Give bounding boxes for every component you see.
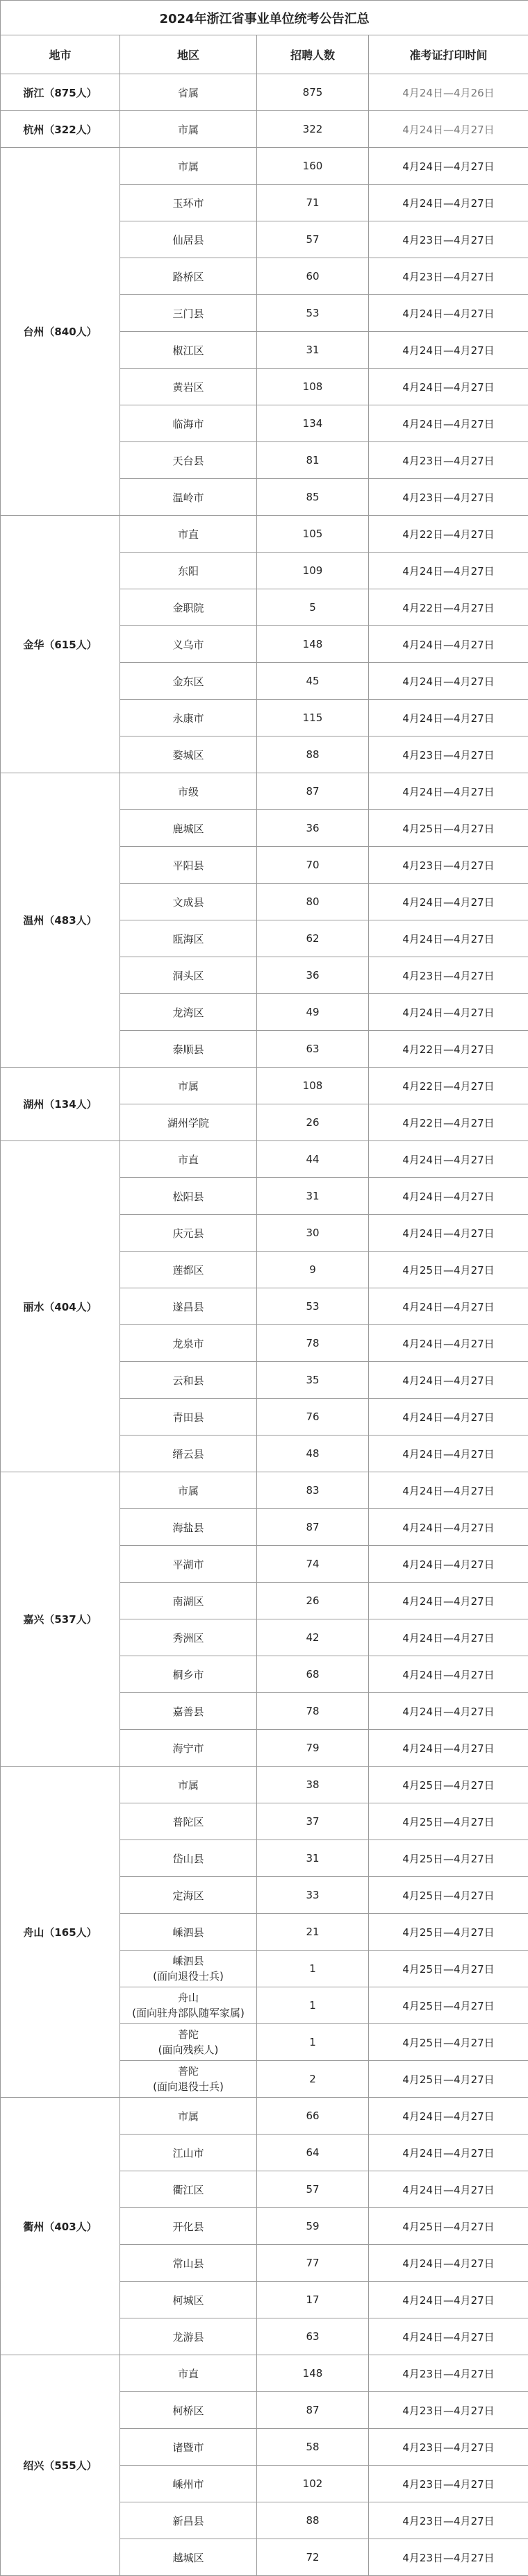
print-time-cell: 4月24日—4月27日: [369, 2098, 528, 2135]
print-time-cell: 4月25日—4月27日: [369, 1840, 528, 1877]
area-cell: 市属: [120, 1068, 257, 1104]
area-cell: 瓯海区: [120, 920, 257, 957]
area-cell: 路桥区: [120, 258, 257, 295]
count-cell: 57: [257, 221, 369, 258]
print-time-cell: 4月24日—4月27日: [369, 884, 528, 920]
count-cell: 57: [257, 2171, 369, 2208]
area-cell: 江山市: [120, 2135, 257, 2171]
header-count: 招聘人数: [257, 35, 369, 74]
count-cell: 42: [257, 1619, 369, 1656]
area-cell: 青田县: [120, 1399, 257, 1436]
print-time-cell: 4月24日—4月27日: [369, 295, 528, 332]
print-time-cell: 4月24日—4月27日: [369, 1546, 528, 1583]
count-cell: 79: [257, 1730, 369, 1767]
count-cell: 76: [257, 1399, 369, 1436]
area-cell: 龙游县: [120, 2318, 257, 2355]
print-time-cell: 4月24日—4月27日: [369, 1325, 528, 1362]
print-time-cell: 4月24日—4月27日: [369, 994, 528, 1031]
area-cell: 市直: [120, 516, 257, 553]
table-row: [1, 148, 528, 185]
count-cell: 37: [257, 1803, 369, 1840]
count-cell: 160: [257, 148, 369, 185]
area-cell: 市直: [120, 1141, 257, 1178]
print-time-cell: 4月23日—4月27日: [369, 2355, 528, 2392]
count-cell: 88: [257, 2502, 369, 2539]
print-time-cell: 4月24日—4月27日: [369, 2282, 528, 2318]
print-time-cell: 4月24日—4月27日: [369, 1399, 528, 1436]
header-city: 地市: [1, 35, 120, 74]
area-cell: 龙湾区: [120, 994, 257, 1031]
count-cell: 109: [257, 553, 369, 589]
area-cell: 定海区: [120, 1877, 257, 1914]
count-cell: 53: [257, 295, 369, 332]
area-cell: 市属: [120, 2098, 257, 2135]
table-row: [1, 1767, 528, 1803]
print-time-cell: 4月23日—4月27日: [369, 258, 528, 295]
count-cell: 36: [257, 810, 369, 847]
print-time-cell: 4月24日—4月27日: [369, 1288, 528, 1325]
area-cell: 桐乡市: [120, 1656, 257, 1693]
count-cell: 62: [257, 920, 369, 957]
area-cell: 仙居县: [120, 221, 257, 258]
print-time-cell: 4月25日—4月27日: [369, 1877, 528, 1914]
area-cell: 天台县: [120, 442, 257, 479]
city-cell: 嘉兴（537人）: [1, 1472, 120, 1767]
count-cell: 71: [257, 185, 369, 221]
table-row: [1, 2355, 528, 2392]
print-time-cell: 4月23日—4月27日: [369, 847, 528, 884]
print-time-cell: 4月22日—4月27日: [369, 516, 528, 553]
print-time-cell: 4月25日—4月27日: [369, 1252, 528, 1288]
print-time-cell: 4月23日—4月27日: [369, 442, 528, 479]
print-time-cell: 4月24日—4月27日: [369, 1472, 528, 1509]
print-time-cell: 4月25日—4月27日: [369, 1987, 528, 2024]
area-cell: 平湖市: [120, 1546, 257, 1583]
count-cell: 115: [257, 700, 369, 736]
print-time-cell: 4月22日—4月27日: [369, 589, 528, 626]
count-cell: 70: [257, 847, 369, 884]
area-cell: 市属: [120, 148, 257, 185]
count-cell: 26: [257, 1583, 369, 1619]
area-cell: 衢江区: [120, 2171, 257, 2208]
print-time-cell: 4月23日—4月27日: [369, 221, 528, 258]
area-cell: 文成县: [120, 884, 257, 920]
area-cell: 东阳: [120, 553, 257, 589]
area-cell: 椒江区: [120, 332, 257, 369]
area-cell: 云和县: [120, 1362, 257, 1399]
print-time-cell: 4月22日—4月27日: [369, 1068, 528, 1104]
area-cell: 省属: [120, 74, 257, 111]
city-cell: 台州（840人）: [1, 148, 120, 516]
print-time-cell: 4月23日—4月27日: [369, 957, 528, 994]
print-time-cell: 4月24日—4月27日: [369, 148, 528, 185]
area-cell: 义乌市: [120, 626, 257, 663]
print-time-cell: 4月25日—4月27日: [369, 2024, 528, 2061]
area-cell: 嵊泗县: [120, 1914, 257, 1951]
city-cell: 绍兴（555人）: [1, 2355, 120, 2576]
count-cell: 78: [257, 1325, 369, 1362]
area-name: 普陀: [177, 2065, 199, 2078]
print-time-cell: 4月24日—4月27日: [369, 2245, 528, 2282]
area-name: 嵊泗县: [172, 1955, 204, 1967]
count-cell: 53: [257, 1288, 369, 1325]
print-time-cell: 4月22日—4月27日: [369, 1104, 528, 1141]
area-name: 舟山: [177, 1992, 199, 2004]
city-cell: 舟山（165人）: [1, 1767, 120, 2098]
count-cell: 77: [257, 2245, 369, 2282]
count-cell: 58: [257, 2429, 369, 2466]
area-cell: [120, 2024, 257, 2061]
print-time-cell: 4月25日—4月27日: [369, 2061, 528, 2098]
count-cell: 74: [257, 1546, 369, 1583]
count-cell: 48: [257, 1436, 369, 1472]
area-cell: 松阳县: [120, 1178, 257, 1215]
area-cell: 莲都区: [120, 1252, 257, 1288]
print-time-cell: 4月24日—4月27日: [369, 700, 528, 736]
count-cell: 87: [257, 1509, 369, 1546]
count-cell: 59: [257, 2208, 369, 2245]
count-cell: 38: [257, 1767, 369, 1803]
area-cell: 龙泉市: [120, 1325, 257, 1362]
area-cell: 南湖区: [120, 1583, 257, 1619]
print-time-cell: 4月23日—4月27日: [369, 2466, 528, 2502]
print-time-cell: 4月23日—4月27日: [369, 2429, 528, 2466]
count-cell: 108: [257, 1068, 369, 1104]
area-cell: 金东区: [120, 663, 257, 700]
count-cell: 148: [257, 2355, 369, 2392]
count-cell: 1: [257, 1951, 369, 1987]
count-cell: 1: [257, 1987, 369, 2024]
area-cell: 缙云县: [120, 1436, 257, 1472]
count-cell: 78: [257, 1693, 369, 1730]
area-cell: 遂昌县: [120, 1288, 257, 1325]
table-title: 2024年浙江省事业单位统考公告汇总: [1, 1, 528, 35]
print-time-cell: 4月22日—4月27日: [369, 1031, 528, 1068]
print-time-cell: 4月24日—4月27日: [369, 626, 528, 663]
table-row: [1, 74, 528, 111]
count-cell: 875: [257, 74, 369, 111]
print-time-cell: 4月24日—4月27日: [369, 2171, 528, 2208]
city-cell: 丽水（404人）: [1, 1141, 120, 1472]
count-cell: 148: [257, 626, 369, 663]
count-cell: 30: [257, 1215, 369, 1252]
area-cell: 嵊州市: [120, 2466, 257, 2502]
print-time-cell: 4月23日—4月27日: [369, 2539, 528, 2576]
area-note: (面向退役士兵): [153, 1970, 224, 1982]
area-note: (面向退役士兵): [153, 2080, 224, 2093]
print-time-cell: 4月24日—4月27日: [369, 1436, 528, 1472]
city-cell: 衢州（403人）: [1, 2098, 120, 2355]
count-cell: 60: [257, 258, 369, 295]
count-cell: 31: [257, 1840, 369, 1877]
print-time-cell: 4月24日—4月27日: [369, 773, 528, 810]
area-cell: 越城区: [120, 2539, 257, 2576]
area-cell: 诸暨市: [120, 2429, 257, 2466]
print-time-cell: 4月24日—4月27日: [369, 1215, 528, 1252]
area-cell: 市属: [120, 111, 257, 148]
area-cell: 婺城区: [120, 736, 257, 773]
print-time-cell: 4月24日—4月27日: [369, 1730, 528, 1767]
count-cell: 2: [257, 2061, 369, 2098]
print-time-cell: 4月25日—4月27日: [369, 1951, 528, 1987]
count-cell: 63: [257, 1031, 369, 1068]
print-time-cell: 4月24日—4月27日: [369, 405, 528, 442]
count-cell: 64: [257, 2135, 369, 2171]
table-row: [1, 773, 528, 810]
print-time-cell: 4月24日—4月27日: [369, 1178, 528, 1215]
header-print-time: 准考证打印时间: [369, 35, 528, 74]
print-time-cell: 4月24日—4月26日: [369, 74, 528, 111]
print-time-cell: 4月24日—4月27日: [369, 185, 528, 221]
area-cell: 永康市: [120, 700, 257, 736]
count-cell: 85: [257, 479, 369, 516]
area-cell: [120, 1987, 257, 2024]
area-cell: 海宁市: [120, 1730, 257, 1767]
print-time-cell: 4月23日—4月27日: [369, 2392, 528, 2429]
area-cell: 市属: [120, 1472, 257, 1509]
print-time-cell: 4月23日—4月27日: [369, 736, 528, 773]
print-time-cell: 4月23日—4月27日: [369, 479, 528, 516]
area-cell: 嘉善县: [120, 1693, 257, 1730]
area-cell: 温岭市: [120, 479, 257, 516]
print-time-cell: 4月25日—4月27日: [369, 810, 528, 847]
area-cell: 开化县: [120, 2208, 257, 2245]
table-row: [1, 1068, 528, 1104]
count-cell: 31: [257, 332, 369, 369]
count-cell: 49: [257, 994, 369, 1031]
area-cell: 泰顺县: [120, 1031, 257, 1068]
print-time-cell: 4月24日—4月27日: [369, 920, 528, 957]
count-cell: 102: [257, 2466, 369, 2502]
table-row: [1, 1472, 528, 1509]
print-time-cell: 4月24日—4月27日: [369, 369, 528, 405]
count-cell: 36: [257, 957, 369, 994]
count-cell: 87: [257, 773, 369, 810]
count-cell: 9: [257, 1252, 369, 1288]
print-time-cell: 4月24日—4月27日: [369, 1693, 528, 1730]
print-time-cell: 4月25日—4月27日: [369, 2208, 528, 2245]
area-cell: 秀洲区: [120, 1619, 257, 1656]
print-time-cell: 4月24日—4月27日: [369, 332, 528, 369]
count-cell: 134: [257, 405, 369, 442]
area-cell: 新昌县: [120, 2502, 257, 2539]
area-cell: 市直: [120, 2355, 257, 2392]
area-cell: 临海市: [120, 405, 257, 442]
area-cell: 黄岩区: [120, 369, 257, 405]
count-cell: 322: [257, 111, 369, 148]
city-cell: 金华（615人）: [1, 516, 120, 773]
count-cell: 5: [257, 589, 369, 626]
print-time-cell: 4月24日—4月27日: [369, 1619, 528, 1656]
count-cell: 83: [257, 1472, 369, 1509]
area-cell: 庆元县: [120, 1215, 257, 1252]
city-cell: 温州（483人）: [1, 773, 120, 1068]
area-note: (面向残疾人): [158, 2044, 219, 2056]
count-cell: 17: [257, 2282, 369, 2318]
print-time-cell: 4月24日—4月27日: [369, 1141, 528, 1178]
area-cell: 常山县: [120, 2245, 257, 2282]
area-cell: 柯桥区: [120, 2392, 257, 2429]
area-cell: 市属: [120, 1767, 257, 1803]
print-time-cell: 4月24日—4月27日: [369, 1509, 528, 1546]
header-area: 地区: [120, 35, 257, 74]
print-time-cell: 4月25日—4月27日: [369, 1803, 528, 1840]
area-cell: 平阳县: [120, 847, 257, 884]
count-cell: 66: [257, 2098, 369, 2135]
print-time-cell: 4月24日—4月27日: [369, 1583, 528, 1619]
print-time-cell: 4月24日—4月27日: [369, 663, 528, 700]
count-cell: 81: [257, 442, 369, 479]
area-cell: 市级: [120, 773, 257, 810]
print-time-cell: 4月24日—4月27日: [369, 2135, 528, 2171]
area-cell: 柯城区: [120, 2282, 257, 2318]
city-cell: 浙江（875人）: [1, 74, 120, 111]
count-cell: 31: [257, 1178, 369, 1215]
count-cell: 63: [257, 2318, 369, 2355]
table-row: [1, 111, 528, 148]
city-cell: 湖州（134人）: [1, 1068, 120, 1141]
area-cell: 金职院: [120, 589, 257, 626]
area-note: (面向驻舟部队随军家属): [132, 2007, 245, 2019]
table-row: [1, 2098, 528, 2135]
city-cell: 杭州（322人）: [1, 111, 120, 148]
print-time-cell: 4月24日—4月27日: [369, 111, 528, 148]
print-time-cell: 4月25日—4月27日: [369, 1914, 528, 1951]
print-time-cell: 4月23日—4月27日: [369, 2502, 528, 2539]
area-cell: 玉环市: [120, 185, 257, 221]
print-time-cell: 4月24日—4月27日: [369, 1362, 528, 1399]
area-cell: 洞头区: [120, 957, 257, 994]
count-cell: 26: [257, 1104, 369, 1141]
count-cell: 45: [257, 663, 369, 700]
area-cell: 鹿城区: [120, 810, 257, 847]
print-time-cell: 4月25日—4月27日: [369, 1767, 528, 1803]
count-cell: 72: [257, 2539, 369, 2576]
print-time-cell: 4月24日—4月27日: [369, 2318, 528, 2355]
area-cell: [120, 1951, 257, 1987]
area-cell: 海盐县: [120, 1509, 257, 1546]
count-cell: 21: [257, 1914, 369, 1951]
print-time-cell: 4月24日—4月27日: [369, 553, 528, 589]
count-cell: 88: [257, 736, 369, 773]
count-cell: 108: [257, 369, 369, 405]
area-cell: [120, 2061, 257, 2098]
count-cell: 33: [257, 1877, 369, 1914]
area-cell: 普陀区: [120, 1803, 257, 1840]
count-cell: 68: [257, 1656, 369, 1693]
area-name: 普陀: [177, 2028, 199, 2041]
count-cell: 87: [257, 2392, 369, 2429]
count-cell: 44: [257, 1141, 369, 1178]
count-cell: 1: [257, 2024, 369, 2061]
table-row: [1, 516, 528, 553]
area-cell: 湖州学院: [120, 1104, 257, 1141]
count-cell: 35: [257, 1362, 369, 1399]
table-row: [1, 1141, 528, 1178]
count-cell: 105: [257, 516, 369, 553]
area-cell: 三门县: [120, 295, 257, 332]
print-time-cell: 4月24日—4月27日: [369, 1656, 528, 1693]
table-body: [1, 74, 528, 2576]
area-cell: 岱山县: [120, 1840, 257, 1877]
count-cell: 80: [257, 884, 369, 920]
